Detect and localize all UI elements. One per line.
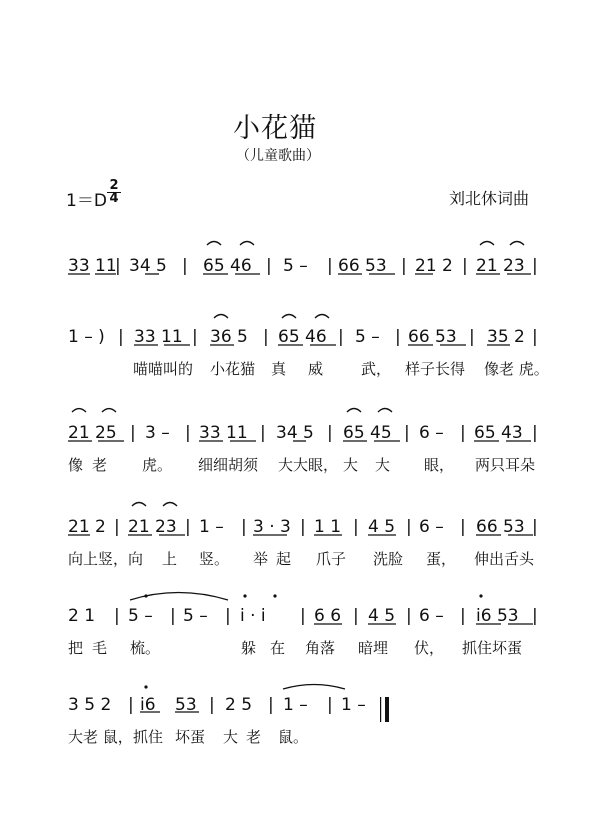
note-group: 66 53 xyxy=(338,256,387,276)
slur-mark xyxy=(347,409,392,413)
lyric-word: 大 xyxy=(375,456,391,474)
lyric-word: 像 xyxy=(68,456,84,474)
note-row xyxy=(0,517,612,547)
barline: | xyxy=(115,256,121,276)
lyric-word: 武， xyxy=(361,360,392,378)
lyric-word: 大老 鼠， xyxy=(68,728,133,746)
barline: | xyxy=(300,606,306,626)
lyric-word: 梳。 xyxy=(130,639,161,657)
barline: | xyxy=(338,327,344,347)
barline: | xyxy=(532,327,538,347)
lyric-row xyxy=(0,726,612,756)
note-group: 5 – xyxy=(183,606,208,626)
barline: | xyxy=(353,517,359,537)
note-group: 33 11 xyxy=(134,327,183,347)
note-row xyxy=(0,606,612,636)
song-author: 刘北休词曲 xyxy=(449,189,530,208)
lyric-word: 伏， xyxy=(414,639,445,657)
barline: | xyxy=(401,256,407,276)
lyric-word: 竖。 xyxy=(199,550,230,568)
lyric-word: 向上竖， xyxy=(68,550,129,568)
barline: | xyxy=(460,423,466,443)
note-group: 21 2 xyxy=(68,517,106,537)
time-signature xyxy=(107,180,121,205)
lyric-word: 角落 xyxy=(305,639,336,657)
lyric-word: 在 xyxy=(270,639,286,657)
lyric-word: 把 xyxy=(68,639,84,657)
note-group: 21 25 xyxy=(68,423,117,443)
barline: | xyxy=(532,517,538,537)
lyric-row xyxy=(0,548,612,578)
barline: | xyxy=(532,423,538,443)
barline: | xyxy=(263,327,269,347)
lyric-word: 像老 虎。 xyxy=(484,360,549,378)
note-group: 3 · 3 xyxy=(253,517,291,537)
note-group: 65 46 xyxy=(278,327,327,347)
note-group: 6 – xyxy=(419,606,444,626)
note-group: 66 53 xyxy=(476,517,525,537)
barline: | xyxy=(395,327,401,347)
lyric-word: 爪子 xyxy=(316,550,347,568)
lyric-word: 抓住坏蛋 xyxy=(462,639,523,657)
note-group: 21 23 xyxy=(476,256,525,276)
tie-mark xyxy=(130,593,228,601)
note-group: 1 – xyxy=(341,695,366,715)
note-group: 33 11 xyxy=(199,423,248,443)
lyric-word: 毛 xyxy=(92,639,108,657)
barline: | xyxy=(300,517,306,537)
note-row xyxy=(0,256,612,286)
note-group: i6 xyxy=(140,695,156,715)
barline: | xyxy=(406,517,412,537)
slur-mark xyxy=(132,503,177,507)
barline: | xyxy=(209,695,215,715)
lyric-word: 大 xyxy=(223,728,239,746)
barline: | xyxy=(266,256,272,276)
note-group: 3 – xyxy=(145,423,170,443)
lyric-row xyxy=(0,637,612,667)
lyric-word: 老 xyxy=(246,728,262,746)
note-group: 6 – xyxy=(419,517,444,537)
lyric-word: 大 xyxy=(343,456,359,474)
barline: | xyxy=(114,606,120,626)
lyric-row xyxy=(0,358,612,388)
barline: | xyxy=(118,327,124,347)
note-group: 65 45 xyxy=(343,423,392,443)
key-signature: 1＝D xyxy=(66,191,107,211)
lyric-word: 样子长得 xyxy=(405,360,466,378)
note-group: 2 5 xyxy=(225,695,253,715)
barline: | xyxy=(192,327,198,347)
barline: | xyxy=(460,517,466,537)
barline: | xyxy=(327,256,333,276)
note-row xyxy=(0,327,612,357)
barline: | xyxy=(128,695,134,715)
note-group: 4 5 xyxy=(368,606,396,626)
note-group: 1 – ) xyxy=(68,327,105,347)
note-group: 65 46 xyxy=(203,256,252,276)
lyric-word: 虎。 xyxy=(142,456,173,474)
lyric-word: 细细胡须 xyxy=(198,456,259,474)
lyric-word: 威 xyxy=(308,360,324,378)
note-group: 33 11 xyxy=(68,256,117,276)
barline: | xyxy=(268,695,274,715)
octave-dot xyxy=(144,685,147,688)
lyric-word: 真 xyxy=(271,360,287,378)
note-group: 2 1 xyxy=(68,606,96,626)
note-group: 5 – xyxy=(355,327,380,347)
lyric-word: 伸出舌头 xyxy=(474,550,535,568)
barline: | xyxy=(327,695,333,715)
note-group: 5 – xyxy=(128,606,153,626)
octave-dot xyxy=(273,594,276,597)
barline: | xyxy=(170,606,176,626)
barline: | xyxy=(462,256,468,276)
lyric-word: 蛋， xyxy=(426,550,457,568)
barline: | xyxy=(353,606,359,626)
lyric-word: 向 xyxy=(128,550,144,568)
slur-mark xyxy=(480,242,524,246)
note-group: 65 43 xyxy=(474,423,523,443)
note-group: 6 – xyxy=(419,423,444,443)
barline: | xyxy=(260,423,266,443)
lyric-word: 鼠。 xyxy=(278,728,309,746)
time-signature-top: 2 xyxy=(107,180,121,193)
note-group: 1 – xyxy=(283,695,308,715)
barline: | xyxy=(469,327,475,347)
lyric-word: 举 xyxy=(253,550,269,568)
barline: | xyxy=(532,256,538,276)
barline: | xyxy=(182,256,188,276)
lyric-word: 抓住 xyxy=(133,728,164,746)
lyric-word: 暗埋 xyxy=(358,639,389,657)
lyric-row xyxy=(0,454,612,484)
barline: | xyxy=(404,423,410,443)
octave-dot xyxy=(479,594,482,597)
lyric-word: 洗脸 xyxy=(373,550,404,568)
note-group: 34 5 xyxy=(276,423,314,443)
barline: | xyxy=(185,517,191,537)
note-group: i · i xyxy=(240,606,266,626)
lyric-word: 喵喵叫的 xyxy=(133,360,194,378)
note-group: 21 2 xyxy=(415,256,453,276)
note-row xyxy=(0,423,612,453)
barline: | xyxy=(327,423,333,443)
lyric-word: 两只耳朵 xyxy=(475,456,536,474)
barline: | xyxy=(130,423,136,443)
slur-mark xyxy=(72,409,116,413)
lyric-row xyxy=(0,287,612,317)
slur-mark xyxy=(207,242,254,246)
note-group: 4 5 xyxy=(368,517,396,537)
note-group: 3 5 2 xyxy=(68,695,112,715)
note-group: 6 6 xyxy=(314,606,342,626)
lyric-word: 躲 xyxy=(241,639,257,657)
barline: | xyxy=(460,606,466,626)
tie-mark xyxy=(283,685,345,690)
barline: | xyxy=(406,606,412,626)
barline: | xyxy=(241,517,247,537)
lyric-word: 上 xyxy=(162,550,178,568)
note-group: 35 2 xyxy=(487,327,525,347)
song-subtitle: （儿童歌曲） xyxy=(236,148,320,164)
note-row xyxy=(0,695,612,725)
note-group: 5 – xyxy=(283,256,308,276)
lyric-word: 老 xyxy=(92,456,108,474)
note-group: 66 53 xyxy=(408,327,457,347)
note-group: i6 53 xyxy=(476,606,519,626)
note-group: 53 xyxy=(175,695,197,715)
lyric-word: 小花猫 xyxy=(210,360,256,378)
barline: | xyxy=(185,423,191,443)
barline: | xyxy=(114,517,120,537)
note-group: 1 1 xyxy=(314,517,342,537)
note-group: 21 23 xyxy=(128,517,177,537)
note-group: 1 – xyxy=(199,517,224,537)
octave-dot xyxy=(144,594,147,597)
lyric-word: 大大眼， xyxy=(278,456,339,474)
note-group: 36 5 xyxy=(210,327,248,347)
song-title: 小花猫 xyxy=(233,113,317,144)
time-signature-bottom: 4 xyxy=(109,191,119,206)
note-group: 34 5 xyxy=(129,256,167,276)
lyric-word: 起 xyxy=(276,550,292,568)
barline: | xyxy=(532,606,538,626)
lyric-word: 眼， xyxy=(424,456,455,474)
octave-dot xyxy=(243,594,246,597)
lyric-word: 坏蛋 xyxy=(175,728,206,746)
barline: | xyxy=(225,606,231,626)
